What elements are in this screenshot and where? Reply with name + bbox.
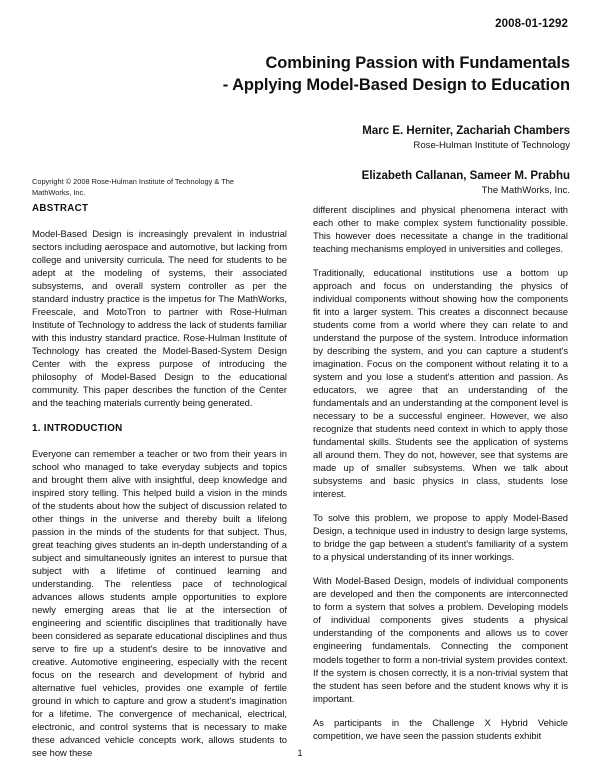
author-affiliation-1: Rose-Hulman Institute of Technology — [413, 140, 570, 152]
author-names-2: Elizabeth Callanan, Sameer M. Prabhu — [361, 170, 570, 183]
abstract-heading: ABSTRACT — [32, 203, 89, 214]
left-column — [32, 203, 287, 759]
authors-block — [240, 124, 570, 198]
right-paragraph-2: Traditionally, educational institutions use a bottom up approach and focus on understanding the physics of individual components without showing how the components fit into a larger system. This creates a disconnect because students come from a world where they can relate to and understand the purpose of the system. Introduce information by describing the system, and you can capture a student's imagination. Focus on the component without relating it to a system and you lose a student's attention and passion. As educators, we agree that an understanding of the fundamentals and an understanding at the component level is necessary to be a successful engineer. However, we also recognize that students need context in which to apply those fundamental skills. Students see the application of systems all around them. They do not, however, see that systems are made up of smaller subsystems. When we talk about subsystems and basic physics in class, students lose interest. — [313, 267, 568, 500]
author-names-1: Marc E. Herniter, Zachariah Chambers — [362, 125, 570, 137]
author-group-1 — [240, 124, 570, 153]
right-paragraph-1: different disciplines and physical phenomena interact with each other to make complex system functionality possible. This however does necessitate a change in the traditional teaching mechanisms employed in universities and colleges. — [313, 204, 568, 255]
page-number: 1 — [297, 748, 303, 758]
right-column — [313, 203, 568, 759]
introduction-heading: 1. INTRODUCTION — [32, 422, 123, 434]
title-line-2: - Applying Model-Based Design to Education — [222, 76, 570, 95]
right-paragraph-4: With Model-Based Design, models of individual components are developed and then the components are interconnected to form a system that solves a problem. Developing models of individual components gives students a physical understanding of the components and allows us to cover engineering fundamentals. Connecting the component models together to form a non-trivial system provides context. If the system is chosen correctly, it is a non-trivial system that the student has seen before and the student knows why it is important. — [313, 575, 568, 704]
right-paragraph-3: To solve this problem, we propose to apply Model-Based Design, a technique used in industry to design large systems, to bridge the gap between a student's familiarity of a system to a physical understanding of its inner workings. — [313, 512, 568, 563]
introduction-paragraph-1: Everyone can remember a teacher or two from their years in school who managed to take everyday subjects and topics and brought them alive with insightful, deep knowledge and inspired story telling. This helped build a vision in the minds of the students about how the subject of discussion related to other things in the universe and thereby built a lifelong passion in the minds of the students for that subject. Thus, great teaching gives students an in-depth understanding of a subject and simultaneously ignites an interest to pursue that subject with a lifetime of continued learning and understanding. The relentless pace of technological advances allows students ample opportunities to explore newly emerging areas that lie at the intersection of engineering and scientific disciplines that traditionally have been considered as separate educational disciplines and thus serve to fire up a student's desire to be innovative and creative. Automotive engineering, especially with the recent focus on the research and development of hybrid and alternative fuel vehicles, provides one example of fertile ground in which to capture and grow a student's imagination for a lifetime. The convergence of mechanical, electrical, electronic, and control systems that is necessary to make these advanced vehicle concepts work, allows students to see how these — [32, 447, 287, 759]
abstract-paragraph: Model-Based Design is increasingly prevalent in industrial sectors including aerospace and automotive, but lacking from college and university curricula. The need for students to be adept at the modeling of systems, their associated subsystems, and overall system controller as per the standard industry practice is the impetus for The MathWorks, Freescale, and MotoTron to partner with Rose-Hulman Institute of Technology to address the lack of students familiar with this industry standard practice. Rose-Hulman Institute of Technology has created the Model-Based-System Design Center with the express purpose of introducing the philosophy of Model-Based Design to the educational community. This paper describes the function of the Center and the teaching materials currently being generated. — [32, 227, 287, 408]
title-line-1: Combining Passion with Fundamentals — [265, 54, 570, 72]
paper-title — [30, 52, 570, 96]
body-columns — [32, 203, 568, 759]
copyright-notice: Copyright © 2008 Rose-Hulman Institute of Technology & The MathWorks, Inc. — [32, 177, 234, 197]
author-affiliation-2: The MathWorks, Inc. — [481, 185, 570, 197]
author-group-2 — [240, 169, 570, 198]
right-paragraph-5: As participants in the Challenge X Hybrid Vehicle competition, we have seen the passion students exhibit — [313, 716, 568, 741]
paper-number: 2008-01-1292 — [495, 18, 568, 30]
